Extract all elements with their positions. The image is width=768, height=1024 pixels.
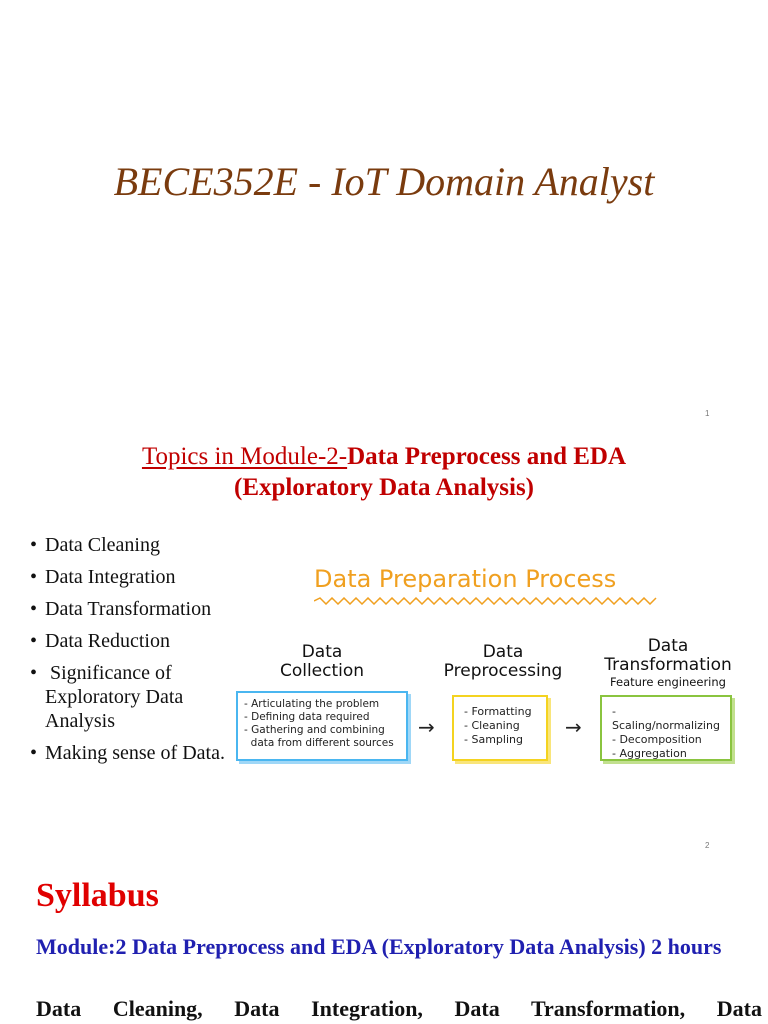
page-number: 2 — [705, 841, 710, 850]
list-item — [30, 533, 230, 557]
slide-3 — [0, 855, 768, 1024]
stage-item: - Decomposition — [612, 733, 702, 746]
syllabus-title: Syllabus — [36, 877, 159, 914]
topics-heading-prefix: Topics in Module-2- — [141, 443, 348, 470]
stage-item: - Articulating the problem — [244, 698, 380, 710]
slide-title: BECE352E - IoT Domain Analyst — [113, 159, 655, 204]
topics-heading-bold-1: Data Preprocess and EDA — [347, 443, 627, 470]
stage-preprocessing-box — [452, 695, 548, 761]
stage-item: data from different sources — [244, 737, 394, 749]
list-item — [30, 597, 230, 621]
stage-title-line1: Data — [647, 636, 689, 656]
stage-title-line1: Data — [301, 642, 343, 662]
bullet-glyph: • — [30, 630, 38, 652]
stage-item: - Sampling — [464, 733, 523, 746]
page-number: 1 — [705, 409, 710, 418]
list-item-label: Significance of Exploratory Data Analysis — [45, 662, 188, 732]
diagram-title: Data Preparation Process — [314, 565, 617, 593]
list-item — [30, 661, 230, 733]
topics-heading-bold-2: (Exploratory Data Analysis) — [234, 474, 534, 501]
arrow-icon: → — [418, 715, 435, 739]
list-item-label: Data Integration — [45, 566, 176, 588]
list-item-label: Data Reduction — [45, 630, 170, 652]
stage-title-line2: Preprocessing — [443, 661, 563, 681]
bullet-glyph: • — [30, 534, 38, 556]
bullet-glyph: • — [30, 598, 38, 620]
stage-title-line2: Collection — [279, 661, 365, 681]
stage-item: - Scaling/normalizing — [612, 705, 720, 732]
stage-subtitle: Feature engineering — [610, 675, 726, 689]
list-item-label: Data Cleaning — [45, 534, 160, 556]
stage-collection-box — [236, 691, 408, 761]
diagram-title-underline — [314, 597, 660, 605]
slide-1 — [0, 0, 768, 425]
stage-item: - Gathering and combining — [244, 724, 385, 736]
stage-item: - Formatting — [464, 705, 532, 718]
topics-heading — [0, 441, 768, 503]
stage-collection-title — [272, 643, 372, 681]
slide-2 — [0, 425, 768, 855]
stage-transformation-box — [600, 695, 732, 761]
stage-item: - Defining data required — [244, 711, 370, 723]
list-item — [30, 565, 230, 589]
bullet-glyph: • — [30, 662, 38, 684]
list-item — [30, 629, 230, 653]
stage-transformation-title — [598, 637, 738, 689]
topics-line: Data Cleaning, Data Integration, Data Transformation, Data — [36, 996, 762, 1021]
data-preparation-diagram — [232, 565, 740, 785]
bullet-glyph: • — [30, 742, 38, 764]
stage-item: - Aggregation — [612, 747, 687, 760]
stage-title-line1: Data — [482, 642, 524, 662]
bullet-glyph: • — [30, 566, 38, 588]
stage-title-line2: Transformation — [604, 655, 732, 675]
list-item-label: Making sense of Data. — [45, 742, 225, 764]
module-line: Module:2 Data Preprocess and EDA (Exploratory Data Analysis) 2 hours — [36, 934, 722, 959]
arrow-icon: → — [565, 715, 582, 739]
list-item — [30, 741, 230, 765]
list-item-label: Data Transformation — [45, 598, 212, 620]
stage-preprocessing-title — [440, 643, 566, 681]
stage-item: - Cleaning — [464, 719, 520, 732]
topics-list — [30, 533, 230, 773]
